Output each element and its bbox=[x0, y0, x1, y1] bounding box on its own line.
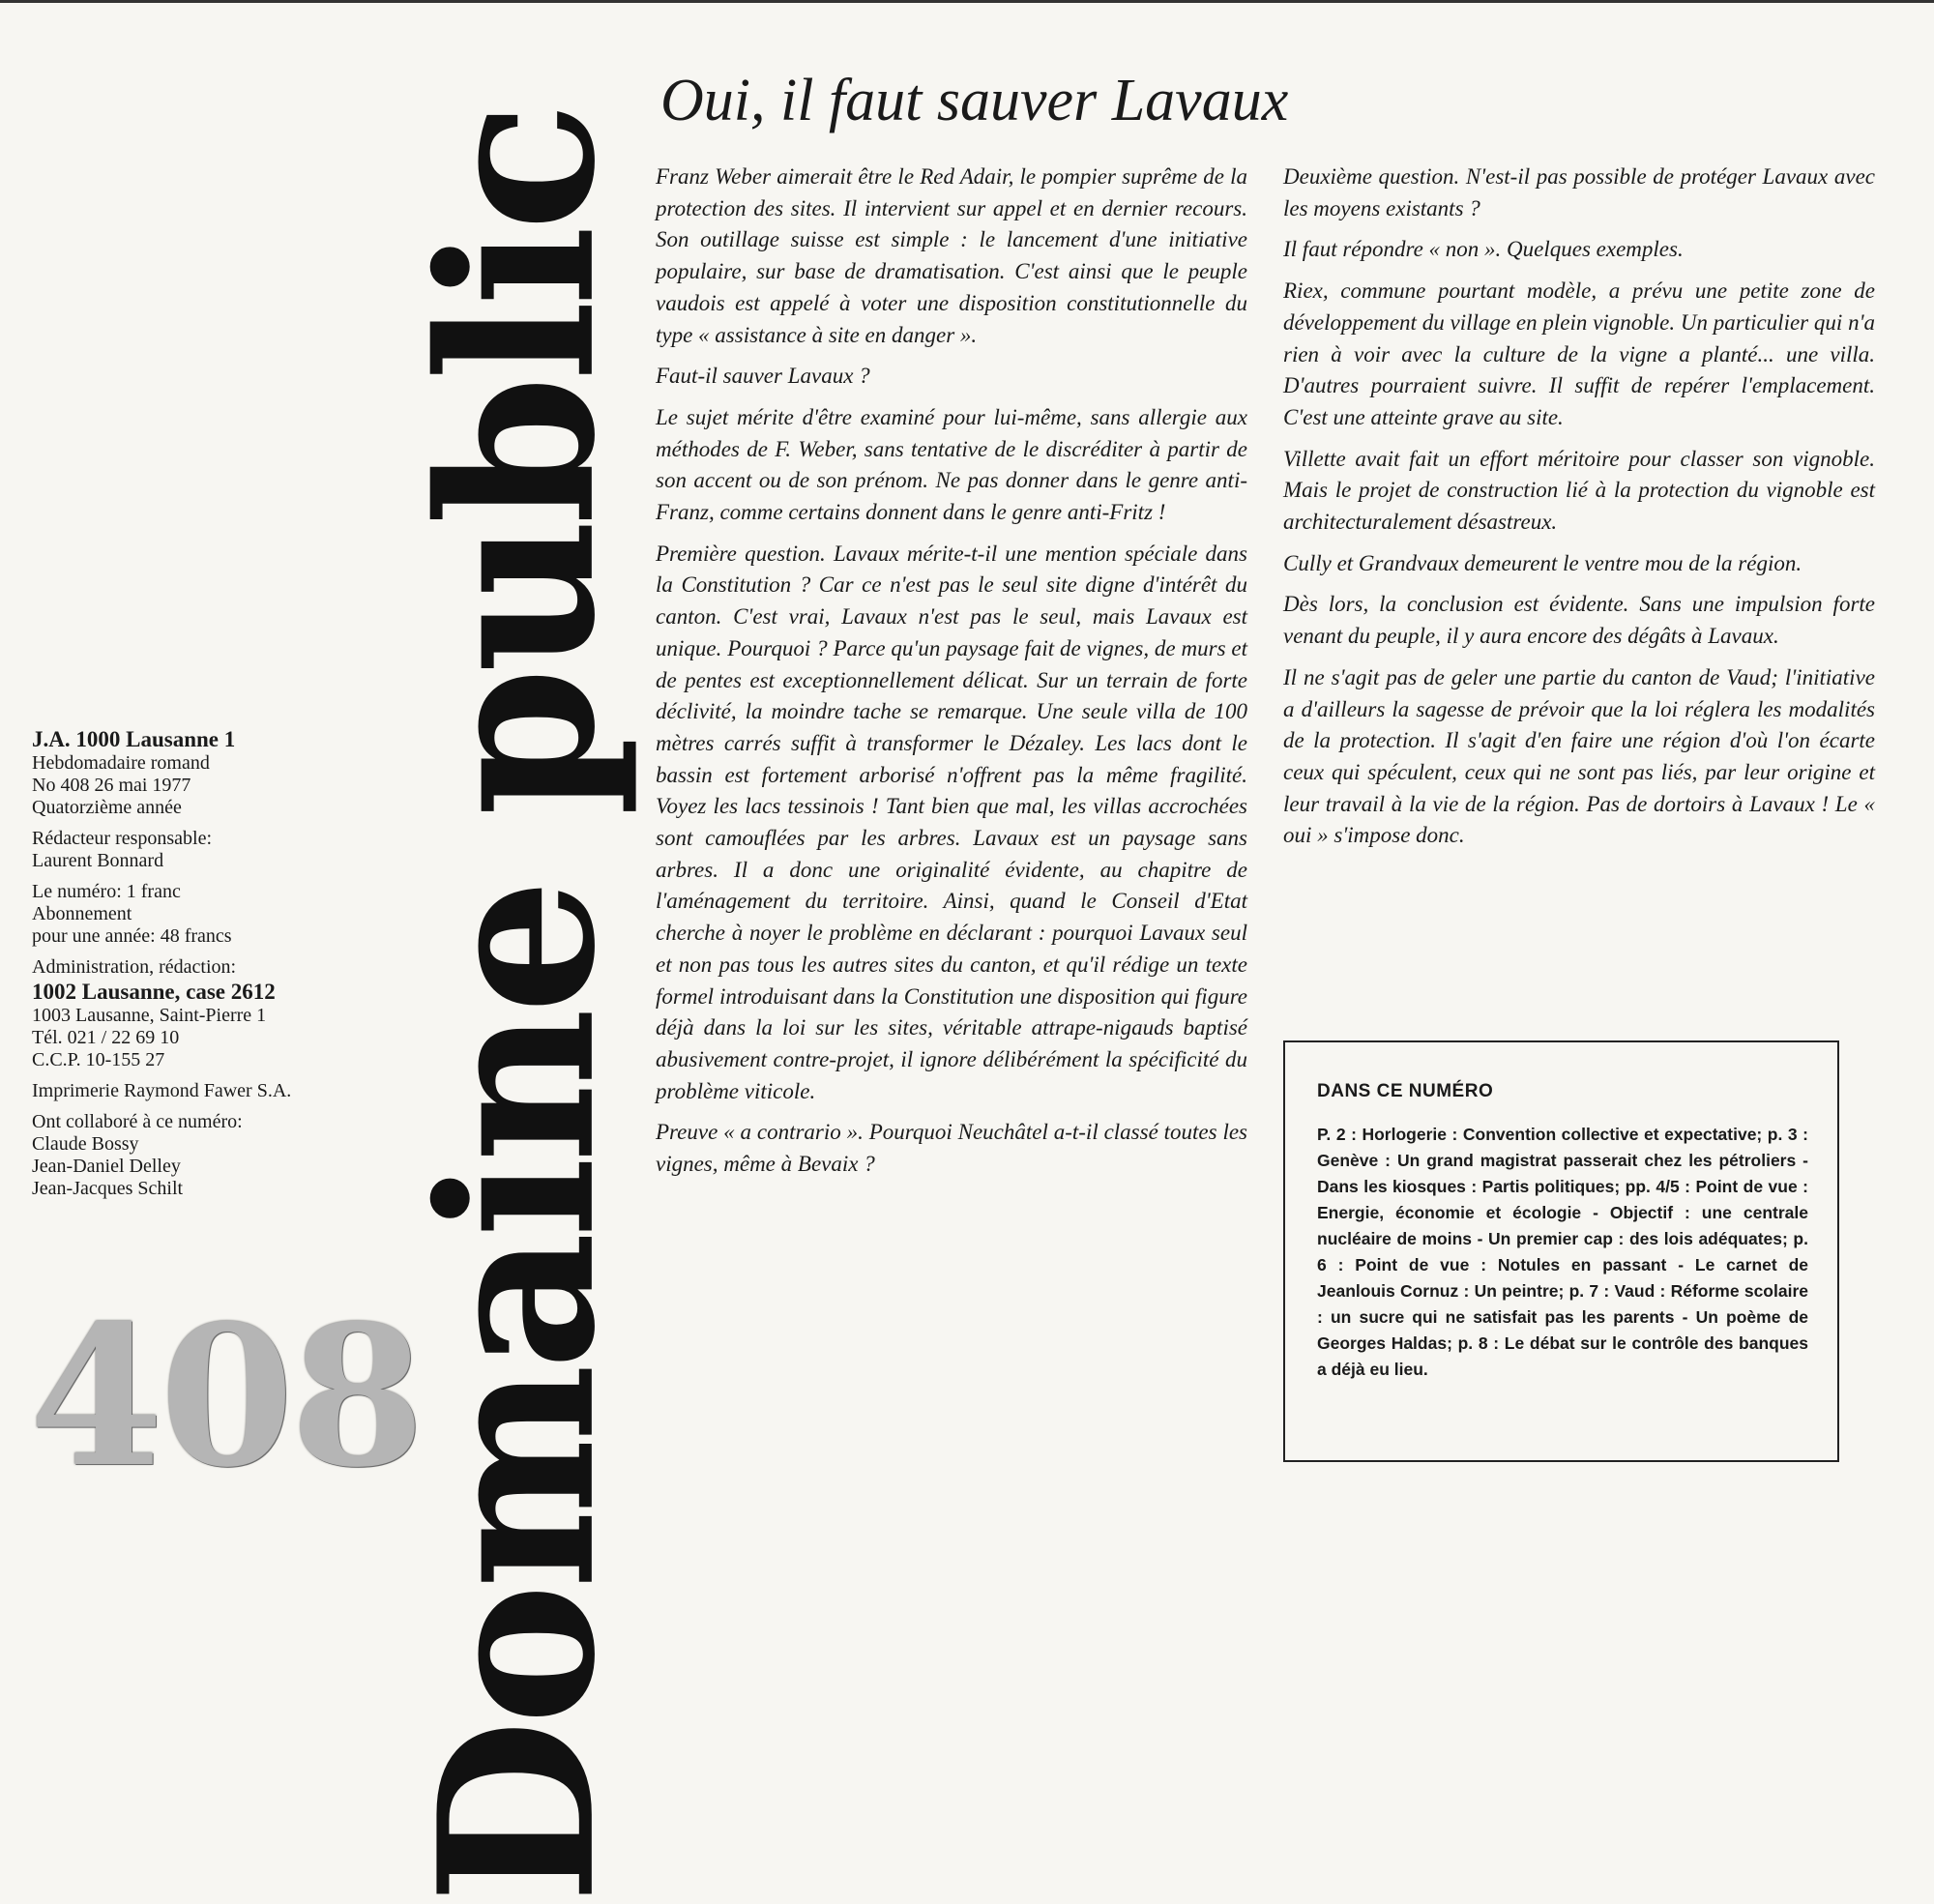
contributor: Jean-Jacques Schilt bbox=[32, 1178, 184, 1199]
issue-big-number: 408 bbox=[29, 1283, 422, 1510]
editor-block bbox=[32, 828, 351, 872]
top-rule bbox=[0, 0, 1934, 3]
issue-info bbox=[32, 726, 351, 1209]
article-paragraph: Deuxième question. N'est-il pas possible de protéger Lavaux avec les moyens existants ? bbox=[1283, 164, 1875, 220]
printer: Imprimerie Raymond Fawer S.A. bbox=[32, 1080, 292, 1101]
article-paragraph: Le sujet mérite d'être examiné pour lui-même, sans allergie aux méthodes de F. Weber, sans tentative de le discréditer à partir de son accent ou de son prénom. Ne pas donner dans le genre anti-Franz, comme certains donnent dans le genre anti-Fritz ! bbox=[656, 404, 1247, 525]
article-paragraph: Preuve « a contrario ». Pourquoi Neuchâtel a-t-il classé toutes les vignes, même à Bevaix ? bbox=[656, 1120, 1247, 1177]
article-paragraph: Riex, commune pourtant modèle, a prévu une petite zone de développement du village en plein vignoble. Un particulier qui n'a rien à voir avec la culture de la vigne a planté... une villa. D'autres pourraient suivre. Il suffit de repérer l'emplacement. C'est une atteinte grave au site. bbox=[1283, 278, 1875, 429]
editor-label: Rédacteur responsable: bbox=[32, 828, 213, 849]
article-paragraph: Cully et Grandvaux demeurent le ventre mou de la région. bbox=[1283, 550, 1802, 575]
contributor: Claude Bossy bbox=[32, 1133, 139, 1155]
admin-block bbox=[32, 956, 351, 1071]
issue-price: Le numéro: 1 franc bbox=[32, 881, 181, 902]
phone: Tél. 021 / 22 69 10 bbox=[32, 1027, 180, 1048]
article-paragraph: Dès lors, la conclusion est évidente. Sans une impulsion forte venant du peuple, il y aura encore des dégâts à Lavaux. bbox=[1283, 592, 1875, 649]
admin-label: Administration, rédaction: bbox=[32, 956, 237, 978]
contributors-label: Ont collaboré à ce numéro: bbox=[32, 1111, 243, 1132]
article-paragraph: Première question. Lavaux mérite-t-il une mention spéciale dans la Constitution ? Car ce n'est pas le seul site digne d'intérêt du canton. C'est vrai, Lavaux n'est pas le seul, mais Lavaux est unique. Pourquoi ? Parce qu'un paysage fait de vignes, de murs et de pentes est exceptionnellement délicat. Sur un terrain de forte déclivité, la moindre tache se remarque. Une seule villa de 100 mètres carrés suffit à transformer le Dézaley. Les lacs dont le bassin est fortement arborisé n'offrent pas la même fragilité. Voyez les lacs tessinois ! Tant bien que mal, les villas accrochées sont camouflées par les arbres. Lavaux est un paysage sans arbres. Il a donc une originalité évidente, au chapitre de l'aménagement du territoire. Ainsi, quand le Conseil d'Etat cherche à noyer le problème en déclarant : pourquoi Lavaux seul et non pas tous les autres sites du canton, et qu'il rédige un texte formel introduisant dans la Constitution une disposition qui figure déjà dans la loi sur les sites, véritable attrape-nigauds baptisé abusivement contre-projet, il ignore délibérément la spécificité du problème viticole. bbox=[656, 541, 1247, 1103]
issue-number-date: No 408 26 mai 1977 bbox=[32, 775, 191, 796]
printer-block bbox=[32, 1080, 351, 1102]
editor-name: Laurent Bonnard bbox=[32, 850, 164, 871]
article-paragraph: Il ne s'agit pas de geler une partie du canton de Vaud; l'initiative a d'ailleurs la sagesse de prévoir que la loi réglera les modalités de la protection. Il s'agit d'en faire une région d'où l'on écarte ceux qui spéculent, ceux qui ne sont pas liés, par leur origine et leur travail à la vie de la région. Pas de dortoirs à Lavaux ! Le « oui » s'impose donc. bbox=[1283, 664, 1875, 848]
street-address: 1003 Lausanne, Saint-Pierre 1 bbox=[32, 1005, 267, 1026]
issue-type: Hebdomadaire romand bbox=[32, 752, 210, 774]
masthead-title: Domaine public bbox=[392, 107, 642, 1904]
price-block bbox=[32, 881, 351, 948]
contributor: Jean-Daniel Delley bbox=[32, 1156, 181, 1177]
article-paragraph: Franz Weber aimerait être le Red Adair, le pompier suprême de la protection des sites. Il intervient sur appel et en dernier recours. Son outillage suisse est simple : le lancement d'une initiative populaire, sur base de dramatisation. C'est ainsi que le peuple vaudois est appelé à voter une disposition constitutionnelle du type « assistance à site en danger ». bbox=[656, 164, 1247, 347]
ccp: C.C.P. 10-155 27 bbox=[32, 1049, 165, 1070]
contents-box bbox=[1283, 1040, 1839, 1462]
issue-ja-block bbox=[32, 726, 351, 819]
issue-year: Quatorzième année bbox=[32, 797, 182, 818]
article-paragraph: Villette avait fait un effort méritoire pour classer son vignoble. Mais le projet de construction lié à la protection du vignoble est architecturalement désastreux. bbox=[1283, 446, 1875, 535]
article-title: Oui, il faut sauver Lavaux bbox=[660, 68, 1289, 133]
contributors-block bbox=[32, 1111, 351, 1200]
article-paragraph: Faut-il sauver Lavaux ? bbox=[656, 364, 870, 389]
article-column-right bbox=[1283, 161, 1875, 862]
admin-address: 1002 Lausanne, case 2612 bbox=[32, 980, 276, 1004]
subscription-label: Abonnement bbox=[32, 903, 132, 924]
contents-title: DANS CE NUMÉRO bbox=[1317, 1081, 1494, 1101]
article-paragraph: Il faut répondre « non ». Quelques exemples. bbox=[1283, 237, 1684, 262]
article-column-left bbox=[656, 161, 1247, 1190]
contents-text: P. 2 : Horlogerie : Convention collective et expectative; p. 3 : Genève : Un grand magistrat passerait chez les pétroliers - Dans les kiosques : Partis politiques; pp. 4/5 : Point de vue : Energie, économie et écologie - Objectif : une centrale nucléaire de moins - Un premier cap : des lois adéquates; p. 6 : Point de vue : Notules en passant - Le carnet de Jeanlouis Cornuz : Un peintre; p. 7 : Vaud : Réforme scolaire : un sucre qui ne satisfait pas les parents - Un poème de Georges Haldas; p. 8 : Le débat sur le contrôle des banques a déjà eu lieu. bbox=[1317, 1125, 1808, 1379]
masthead bbox=[392, 107, 642, 1904]
subscription-price: pour une année: 48 francs bbox=[32, 925, 232, 947]
issue-ja: J.A. 1000 Lausanne 1 bbox=[32, 727, 236, 751]
